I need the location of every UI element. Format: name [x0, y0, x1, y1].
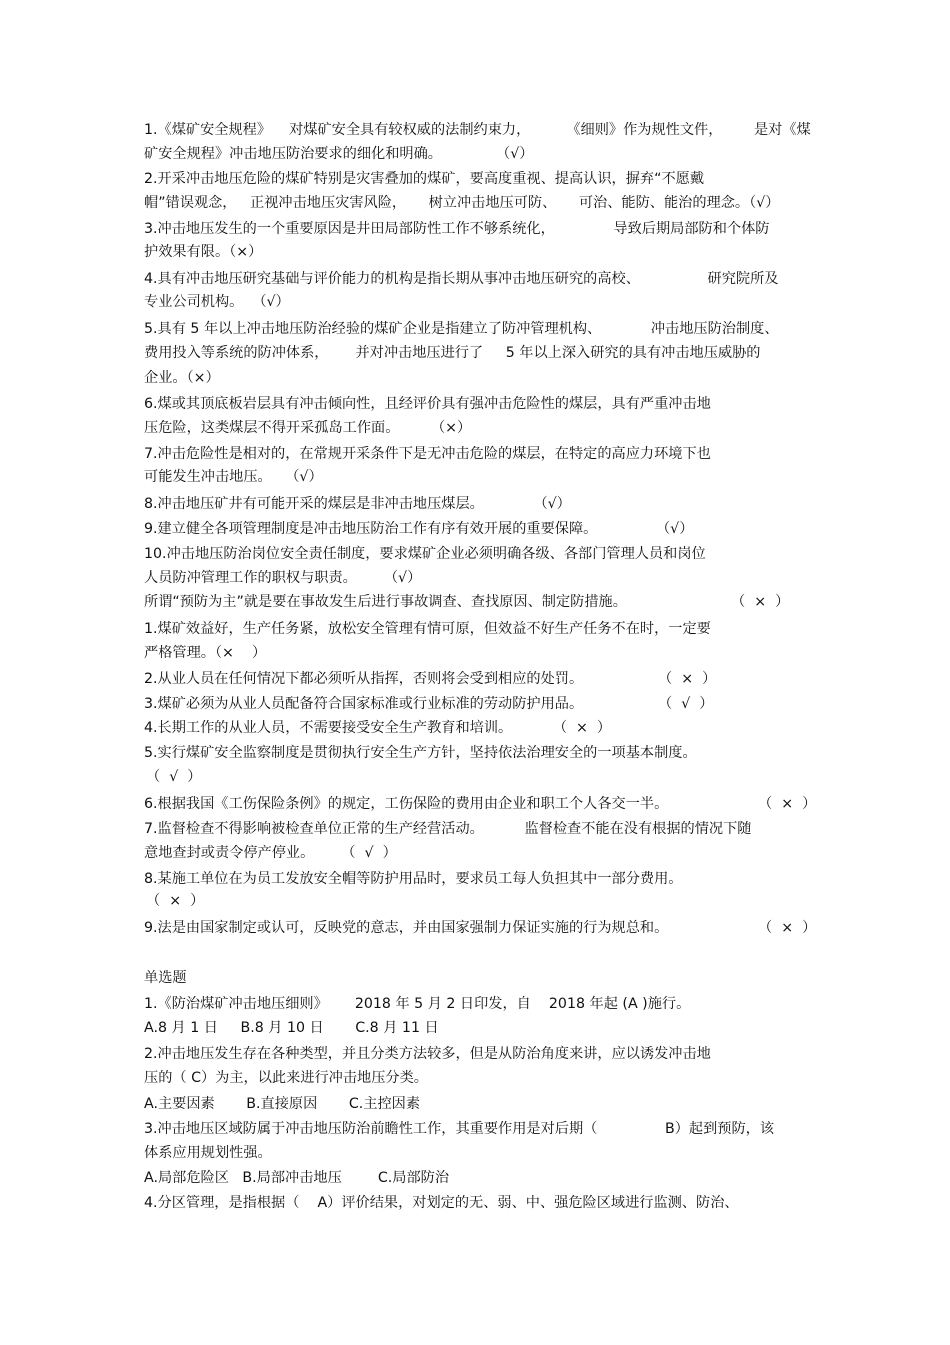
tf1-q7-line1: 7.冲击危险性是相对的，在常规开采条件下是无冲击危险的煤层，在特定的高应力环境下也 [144, 446, 711, 462]
tf2-q6-answer: （ × ） [758, 796, 817, 812]
mc-q2-options: A.主要因素 B.直接原因 C.主控因素 [144, 1096, 421, 1112]
tf1-q5-line1: 5.具有 5 年以上冲击地压防治经验的煤矿企业是指建立了防冲管理机构、 冲击地压防治制度、 [144, 321, 779, 337]
tf2-q2-answer: （ × ） [658, 671, 717, 687]
mc-q2-line1: 2.冲击地压发生存在各种类型，并且分类方法较多，但是从防治角度来讲，应以诱发冲击地 [144, 1046, 711, 1062]
tf2-q5-answer: （ √ ） [146, 769, 202, 785]
tf2-q5-line1: 5.实行煤矿安全监察制度是贯彻执行安全生产方针，坚持依法治理安全的一项基本制度。 [144, 745, 697, 761]
tf2-q8-line1: 8.某施工单位在为员工发放安全帽等防护用品时，要求员工每人负担其中一部分费用。 [144, 871, 683, 887]
tf1-q3-line1: 3.冲击地压发生的一个重要原因是井田局部防性工作不够系统化， 导致后期局部防和个体防 [144, 221, 770, 237]
mc-q3-options: A.局部危险区 B.局部冲击地压 C.局部防治 [144, 1170, 450, 1186]
tf1-q5-line2: 费用投入等系统的防冲体系， 并对冲击地压进行了 5 年以上深入研究的具有冲击地压威胁的 [144, 345, 761, 361]
tf1-q7-line2: 可能发生冲击地压。 （√） [144, 469, 323, 485]
tf1-q2-line1: 2.开采冲击地压危险的煤矿特别是灾害叠加的煤矿，要高度重视、提高认识，摒弃“不愿戴 [144, 171, 705, 187]
tf2-q3-answer: （ √ ） [658, 696, 714, 712]
tf2-q7-line1: 7.监督检查不得影响被检查单位正常的生产经营活动。 监督检查不能在没有根据的情况下随 [144, 821, 752, 837]
tf2-q9-question: 9.法是由国家制定或认可，反映党的意志，并由国家强制力保证实施的行为规总和。 [144, 920, 669, 936]
mc-q3-line2: 体系应用规划性强。 [144, 1145, 272, 1161]
tf1-q4-line1: 4.具有冲击地压研究基础与评价能力的机构是指长期从事冲击地压研究的高校、 研究院所及 [144, 271, 779, 287]
mc-q4-line1: 4.分区管理，是指根据（ A）评价结果，对划定的无、弱、中、强危险区域进行监测、防治、 [144, 1195, 739, 1211]
tf2-q2-question: 2.从业人员在任何情况下都必须听从指挥，否则将会受到相应的处罚。 [144, 671, 584, 687]
tf1-prevent-answer: （ × ） [731, 594, 790, 610]
mc-q3-line1: 3.冲击地压区域防属于冲击地压防治前瞻性工作，其重要作用是对后期（ B）起到预防，该 [144, 1121, 775, 1137]
tf2-q1-line1: 1.煤矿效益好，生产任务紧，放松安全管理有情可原，但效益不好生产任务不在时，一定要 [144, 621, 711, 637]
tf1-q10-line2: 人员防冲管理工作的职权与职责。 （√） [144, 570, 422, 586]
tf1-q6-line2: 压危险，这类煤层不得开采孤岛工作面。 （×） [144, 420, 472, 436]
tf2-q9-answer: （ × ） [758, 920, 817, 936]
tf2-q8-answer: （ × ） [146, 893, 205, 909]
tf1-q10-line1: 10.冲击地压防治岗位安全责任制度，要求煤矿企业必须明确各级、各部门管理人员和岗位 [144, 546, 706, 562]
tf1-prevent-question: 所谓“预防为主”就是要在事故发生后进行事故调查、查找原因、制定防措施。 [144, 594, 627, 610]
tf2-q4-line1: 4.长期工作的从业人员，不需要接受安全生产教育和培训。 （ × ） [144, 720, 612, 736]
tf2-q6-question: 6.根据我国《工伤保险条例》的规定，工伤保险的费用由企业和职工个人各交一半。 [144, 796, 669, 812]
tf1-q2-line2: 帽”错误观念， 正视冲击地压灾害风险， 树立冲击地压可防、 可治、能防、能治的理念。（√） [144, 195, 780, 211]
tf1-q3-line2: 护效果有限。（×） [144, 244, 263, 260]
mc-q1-options: A.8 月 1 日 B.8 月 10 日 C.8 月 11 日 [144, 1020, 439, 1036]
mc-heading: 单选题 [144, 970, 187, 986]
tf1-q1-line1: 1.《煤矿安全规程》 对煤矿安全具有较权威的法制约束力， 《细则》作为规性文件， 是对《煤 [144, 122, 811, 138]
tf1-q8-line1: 8.冲击地压矿井有可能开采的煤层是非冲击地压煤层。 （√） [144, 496, 571, 512]
tf2-q7-line2: 意地查封或责令停产停业。 （ √ ） [144, 845, 397, 861]
tf1-q5-line3: 企业。（×） [144, 370, 220, 386]
mc-q2-line2: 压的（ C）为主，以此来进行冲击地压分类。 [144, 1070, 428, 1086]
tf1-q9-line1: 9.建立健全各项管理制度是冲击地压防治工作有序有效开展的重要保障。 （√） [144, 521, 694, 537]
tf1-q4-line2: 专业公司机构。 （√） [144, 294, 290, 310]
tf2-q1-line2: 严格管理。（× ） [144, 645, 267, 661]
mc-q1-line1: 1.《防治煤矿冲击地压细则》 2018 年 5 月 2 日印发，自 2018 年起 (A )施行。 [144, 996, 691, 1012]
tf2-q3-question: 3.煤矿必须为从业人员配备符合国家标准或行业标准的劳动防护用品。 [144, 696, 584, 712]
tf1-q6-line1: 6.煤或其顶底板岩层具有冲击倾向性，且经评价具有强冲击危险性的煤层，具有严重冲击地 [144, 396, 711, 412]
tf1-q1-line2: 矿安全规程》冲击地压防治要求的细化和明确。 （√） [144, 146, 534, 162]
